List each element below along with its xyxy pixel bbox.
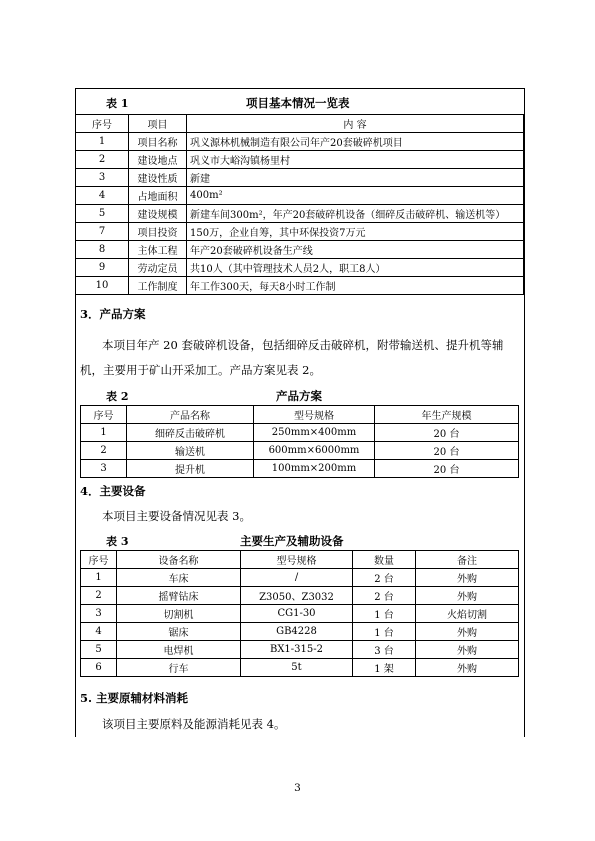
header-cell: 数量 (353, 551, 416, 569)
section-3-title: 3．产品方案 (80, 307, 146, 321)
table-cell: 150万，企业自筹，其中环保投资7万元 (187, 223, 524, 241)
table-cell: 1 (81, 424, 127, 442)
header-cell: 项目 (129, 115, 187, 133)
table3-caption-title: 主要生产及辅助设备 (240, 534, 344, 548)
section-5-title: 5. 主要原辅材料消耗 (80, 691, 189, 705)
table-cell: 摇臂钻床 (117, 587, 241, 605)
header-cell: 型号规格 (241, 551, 353, 569)
table-cell: 4 (81, 623, 117, 641)
table-cell: 电焊机 (117, 641, 241, 659)
table-cell: 6 (81, 659, 117, 677)
table-cell: 10 (76, 277, 129, 295)
table-cell: 年产20套破碎机设备生产线 (187, 241, 524, 259)
table-cell: 外购 (416, 659, 519, 677)
table-cell: 600mm×6000mm (254, 442, 375, 460)
table1-caption-number: 表 1 (106, 97, 129, 110)
header-cell: 年生产规模 (375, 406, 519, 424)
table-row (76, 277, 524, 295)
table-header-row (81, 406, 519, 424)
table-cell: 巩义源林机械制造有限公司年产20套破碎机项目 (187, 133, 524, 151)
section-5-line-1: 该项目主要原料及能源消耗见表 4。 (102, 717, 286, 731)
header-cell: 序号 (81, 406, 127, 424)
header-cell: 备注 (416, 551, 519, 569)
table-row (76, 169, 524, 187)
table-row (81, 605, 519, 623)
table-cell: 劳动定员 (129, 259, 187, 277)
header-cell: 序号 (76, 115, 129, 133)
table-cell: 20 台 (375, 424, 519, 442)
table-cell: 切割机 (117, 605, 241, 623)
table-cell: Z3050、Z3032 (241, 587, 353, 605)
table-cell: 3 (81, 605, 117, 623)
table-row (76, 151, 524, 169)
header-cell: 型号规格 (254, 406, 375, 424)
table1-caption-title: 项目基本情况一览表 (246, 96, 350, 110)
table-cell: 行车 (117, 659, 241, 677)
table-cell: 2 (81, 587, 117, 605)
table-row (76, 223, 524, 241)
table-header-row (81, 551, 519, 569)
table-cell: GB4228 (241, 623, 353, 641)
table-row (81, 587, 519, 605)
page-number: 3 (294, 782, 301, 794)
table-cell: 3 (76, 169, 129, 187)
table-row (81, 424, 519, 442)
table-cell: 7 (76, 223, 129, 241)
table-cell: 新建车间300m²，年产20套破碎机设备（细碎反击破碎机、输送机等） (187, 205, 524, 223)
table-cell: 新建 (187, 169, 524, 187)
table-cell: 400m² (187, 187, 524, 205)
table-cell: 1 (81, 569, 117, 587)
header-cell: 产品名称 (127, 406, 254, 424)
table-cell: 4 (76, 187, 129, 205)
table-cell: 锯床 (117, 623, 241, 641)
table-row (76, 259, 524, 277)
table-row (76, 241, 524, 259)
table3-caption-number: 表 3 (106, 535, 129, 548)
table-row (81, 442, 519, 460)
table-cell: 5 (81, 641, 117, 659)
table-cell: 工作制度 (129, 277, 187, 295)
table-cell: 3 (81, 460, 127, 478)
table-cell: 8 (76, 241, 129, 259)
table-row (81, 569, 519, 587)
table-cell: 车床 (117, 569, 241, 587)
section-3-line-2: 机，主要用于矿山开采加工。产品方案见表 2。 (80, 363, 321, 377)
table-cell: 1 台 (353, 605, 416, 623)
table-cell: / (241, 569, 353, 587)
basic-info-table (75, 114, 524, 295)
table-cell: 火焰切割 (416, 605, 519, 623)
table-cell: 共10人（其中管理技术人员2人，职工8人） (187, 259, 524, 277)
header-cell: 内 容 (187, 115, 524, 133)
table-cell: 5t (241, 659, 353, 677)
table-row (76, 205, 524, 223)
table-cell: 20 台 (375, 442, 519, 460)
table-cell: 2 台 (353, 569, 416, 587)
table-row (81, 659, 519, 677)
table-cell: 100mm×200mm (254, 460, 375, 478)
table-row (81, 460, 519, 478)
table2-caption-title: 产品方案 (276, 389, 322, 403)
table-cell: 3 台 (353, 641, 416, 659)
table2-caption-number: 表 2 (106, 390, 129, 403)
table-cell: 1 架 (353, 659, 416, 677)
table-cell: BX1-315-2 (241, 641, 353, 659)
table-cell: 建设规模 (129, 205, 187, 223)
table-cell: 2 (76, 151, 129, 169)
table-cell: 外购 (416, 569, 519, 587)
table-cell: 输送机 (127, 442, 254, 460)
table-cell: 占地面积 (129, 187, 187, 205)
table-cell: 主体工程 (129, 241, 187, 259)
table-cell: 建设地点 (129, 151, 187, 169)
table-row (81, 641, 519, 659)
table-cell: CG1-30 (241, 605, 353, 623)
table-cell: 外购 (416, 623, 519, 641)
section-4-line-1: 本项目主要设备情况见表 3。 (102, 509, 251, 523)
table-cell: 项目名称 (129, 133, 187, 151)
section-4-title: 4．主要设备 (80, 484, 146, 498)
table-cell: 5 (76, 205, 129, 223)
product-plan-table (80, 405, 519, 478)
table-row (81, 623, 519, 641)
table-cell: 细碎反击破碎机 (127, 424, 254, 442)
section-3-line-1: 本项目年产 20 套破碎机设备，包括细碎反击破碎机，附带输送机、提升机等辅 (102, 338, 504, 352)
equipment-table (80, 550, 519, 677)
header-cell: 设备名称 (117, 551, 241, 569)
table-cell: 建设性质 (129, 169, 187, 187)
table-cell: 巩义市大峪沟镇杨里村 (187, 151, 524, 169)
table-cell: 2 台 (353, 587, 416, 605)
header-cell: 序号 (81, 551, 117, 569)
table-cell: 提升机 (127, 460, 254, 478)
table-cell: 20 台 (375, 460, 519, 478)
table-cell: 2 (81, 442, 127, 460)
table-cell: 外购 (416, 587, 519, 605)
table-cell: 项目投资 (129, 223, 187, 241)
table-cell: 9 (76, 259, 129, 277)
table-cell: 年工作300天，每天8小时工作制 (187, 277, 524, 295)
table-cell: 1 台 (353, 623, 416, 641)
table-row (76, 133, 524, 151)
table-header-row (76, 115, 524, 133)
table-cell: 250mm×400mm (254, 424, 375, 442)
table-cell: 1 (76, 133, 129, 151)
table-cell: 外购 (416, 641, 519, 659)
table-row (76, 187, 524, 205)
